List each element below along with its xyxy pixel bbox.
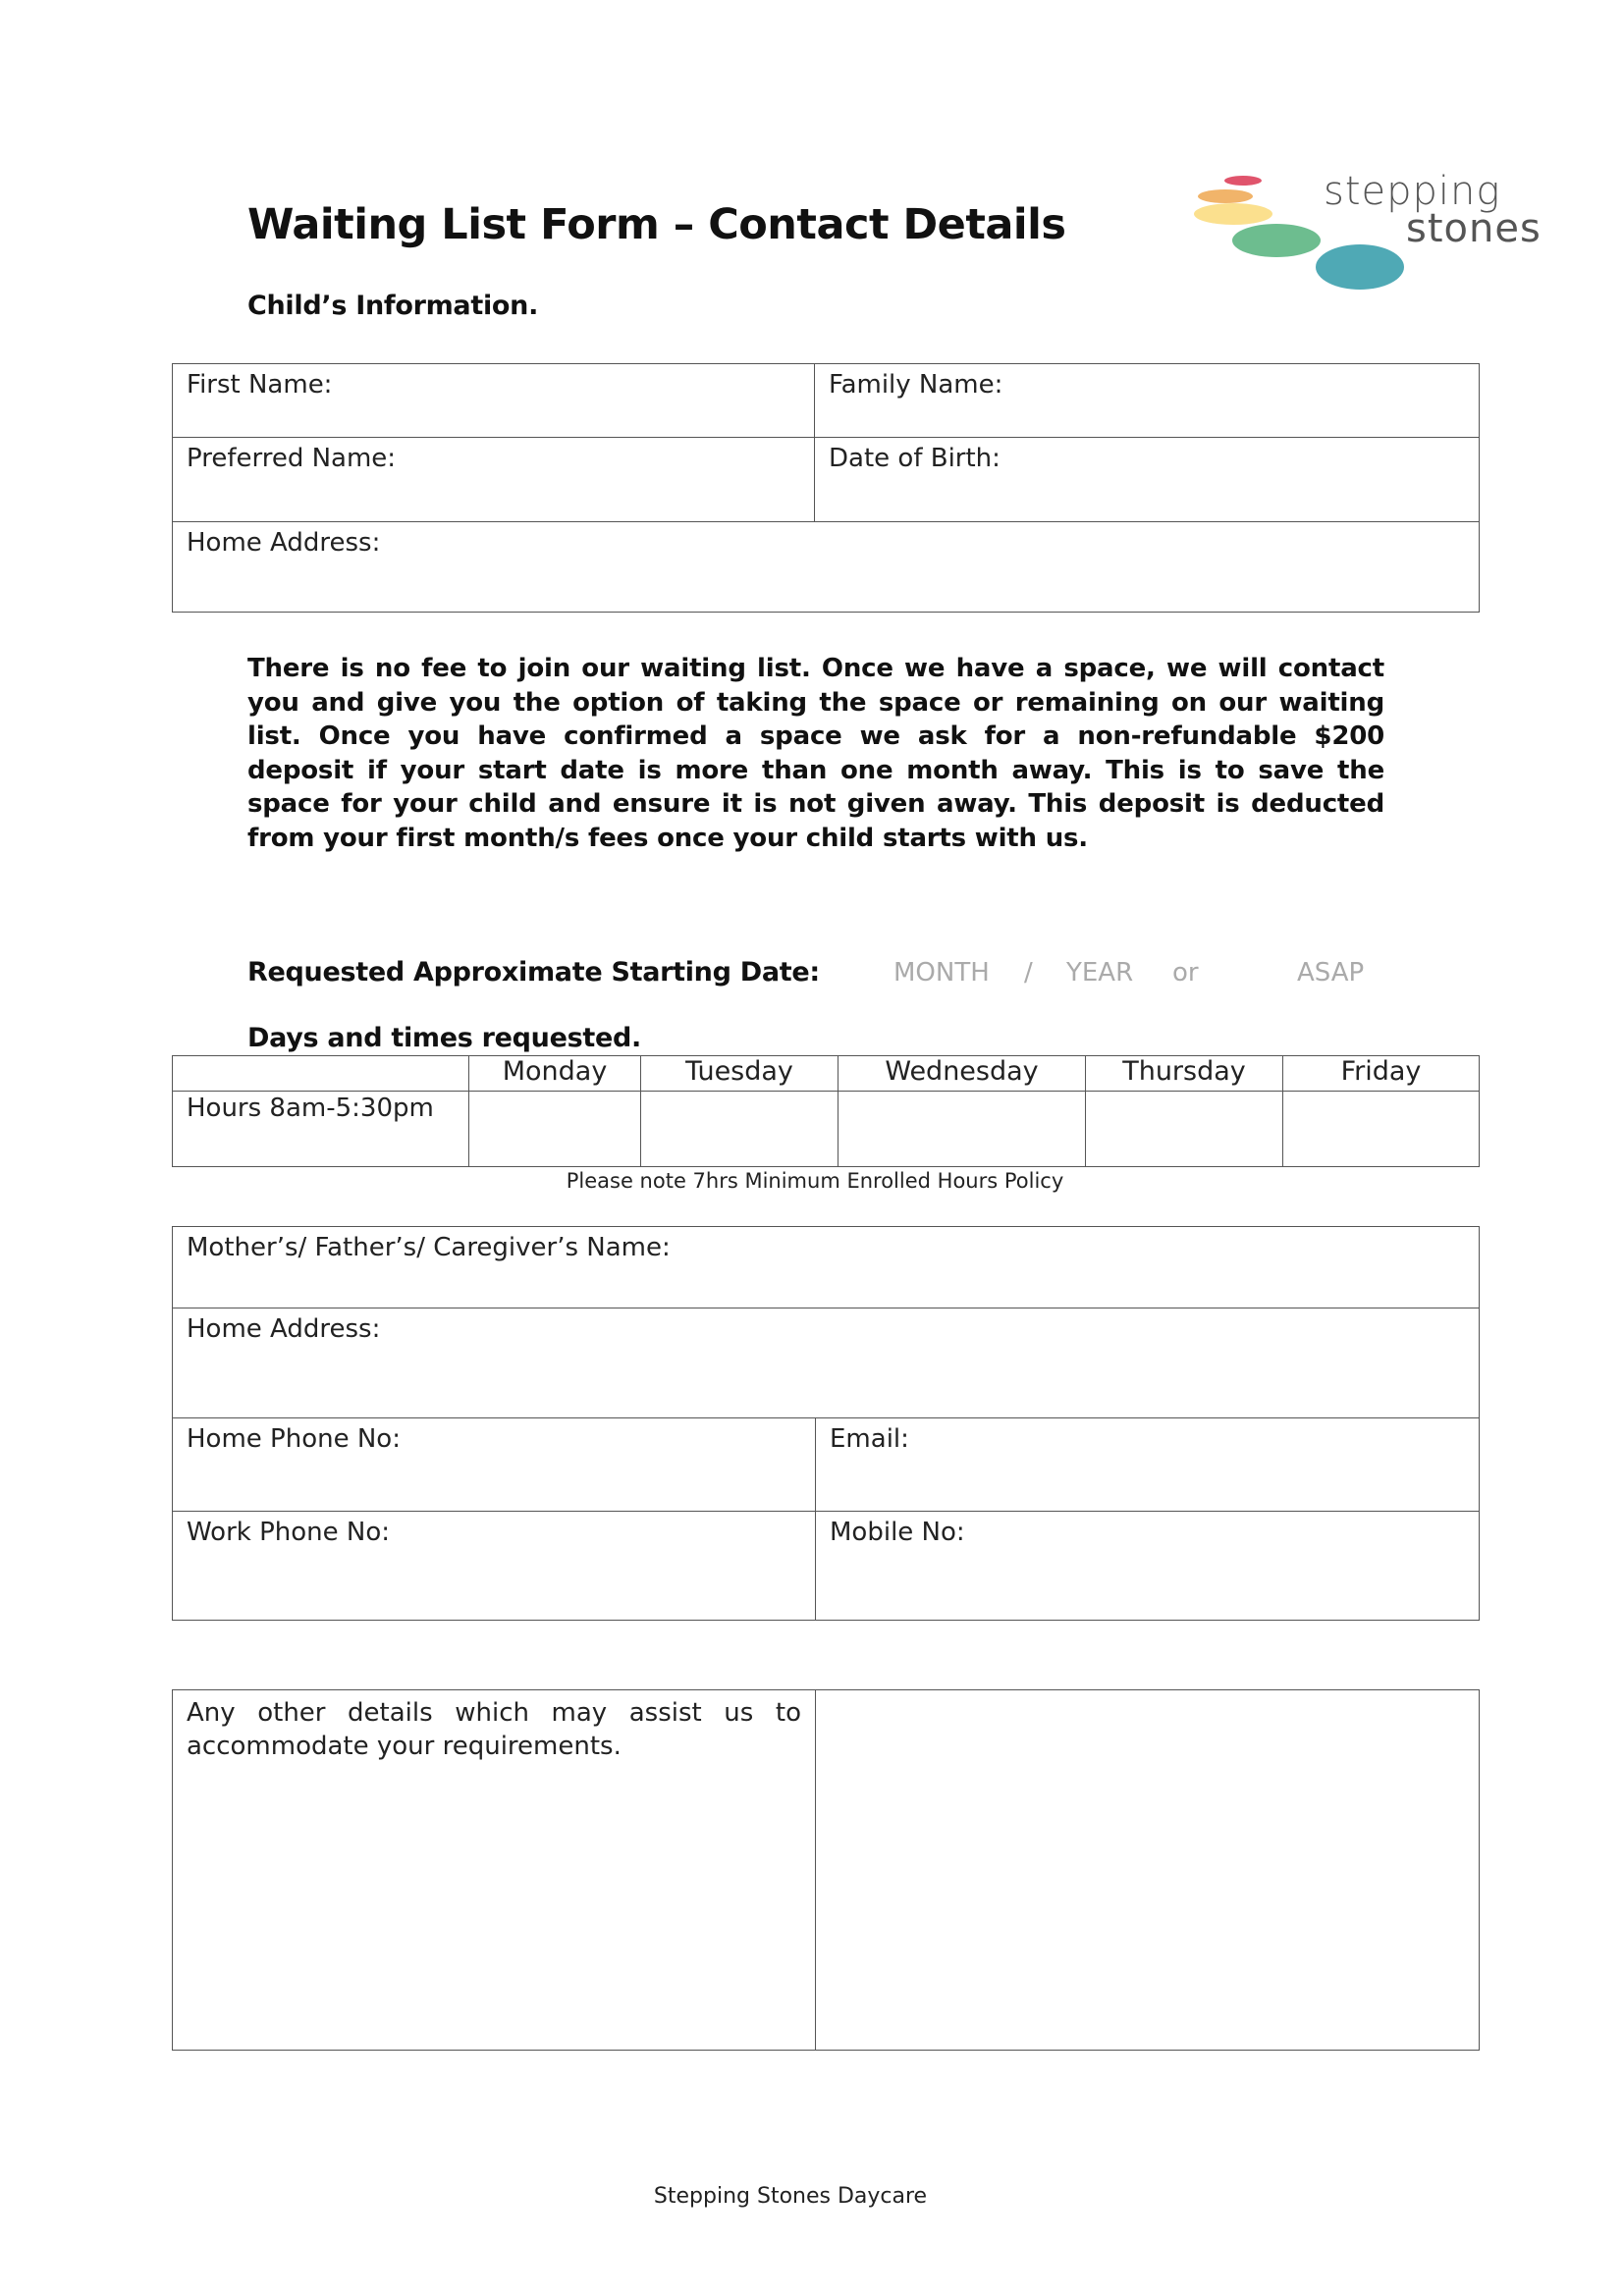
day-thursday[interactable]	[1086, 1056, 1283, 1166]
days-heading: Days and times requested.	[247, 1023, 641, 1053]
day-label: Wednesday	[885, 1056, 1039, 1087]
day-label: Monday	[502, 1056, 608, 1087]
start-asap[interactable]: ASAP	[1297, 958, 1365, 988]
child-address-label: Home Address:	[187, 528, 381, 558]
parent-address-field[interactable]	[173, 1308, 1479, 1418]
family-name-label: Family Name:	[829, 370, 1003, 400]
day-monday[interactable]	[469, 1056, 641, 1166]
page-title: Waiting List Form – Contact Details	[247, 200, 1066, 249]
first-name-field[interactable]	[173, 364, 815, 438]
child-info-heading: Child’s Information.	[247, 291, 539, 321]
caregiver-name-field[interactable]	[173, 1227, 1479, 1308]
parent-address-label: Home Address:	[187, 1314, 381, 1344]
logo	[1188, 169, 1542, 296]
work-phone-label: Work Phone No:	[187, 1518, 391, 1547]
days-table	[172, 1055, 1480, 1167]
other-details-table	[172, 1689, 1480, 2051]
day-label: Friday	[1340, 1056, 1422, 1087]
start-slash: /	[1024, 958, 1033, 988]
hours-label: Hours 8am-5:30pm	[187, 1094, 434, 1123]
hours-policy-note: Please note 7hrs Minimum Enrolled Hours Policy	[566, 1169, 1064, 1193]
other-details-label: Any other details which may assist us to accommodate your requirements.	[173, 1690, 816, 2050]
dob-label: Date of Birth:	[829, 444, 1001, 473]
parent-table	[172, 1226, 1480, 1621]
preferred-name-label: Preferred Name:	[187, 444, 397, 473]
mobile-field[interactable]	[816, 1512, 1479, 1620]
footer: Stepping Stones Daycare	[653, 2184, 928, 2209]
first-name-label: First Name:	[187, 370, 333, 400]
home-phone-label: Home Phone No:	[187, 1424, 401, 1454]
logo-stone-teal	[1316, 244, 1404, 290]
day-tuesday[interactable]	[641, 1056, 839, 1166]
logo-text-stepping: stepping	[1324, 169, 1501, 214]
day-label: Thursday	[1122, 1056, 1246, 1087]
mobile-label: Mobile No:	[830, 1518, 965, 1547]
dob-field[interactable]	[815, 438, 1479, 522]
family-name-field[interactable]	[815, 364, 1479, 438]
work-phone-field[interactable]	[173, 1512, 816, 1620]
logo-stone-red	[1224, 176, 1262, 186]
day-friday[interactable]	[1283, 1056, 1479, 1166]
other-details-field[interactable]	[816, 1690, 1479, 2050]
home-phone-field[interactable]	[173, 1418, 816, 1512]
email-label: Email:	[830, 1424, 909, 1454]
child-address-field[interactable]	[173, 522, 1479, 611]
day-wednesday[interactable]	[839, 1056, 1086, 1166]
logo-text-stones: stones	[1406, 206, 1542, 251]
fee-notice: There is no fee to join our waiting list. Once we have a space, we will contact you and give you the option of taking the space or remaining on our waiting list. Once you have confirmed a space we ask for a non-refundable $200 deposit if your start date is more than one month away. This is to save the space for your child and ensure it is not given away. This deposit is deducted from your first month/s fees once your child starts with us.	[247, 654, 1384, 853]
caregiver-name-label: Mother’s/ Father’s/ Caregiver’s Name:	[187, 1233, 671, 1262]
start-year[interactable]: YEAR	[1066, 958, 1134, 988]
preferred-name-field[interactable]	[173, 438, 815, 522]
day-label: Tuesday	[685, 1056, 793, 1087]
child-info-table	[172, 363, 1480, 613]
start-date-label: Requested Approximate Starting Date:	[247, 957, 820, 988]
start-month[interactable]: MONTH	[893, 958, 990, 988]
logo-stone-yellow	[1194, 203, 1272, 225]
logo-stone-orange	[1198, 189, 1253, 203]
logo-stone-green	[1232, 224, 1321, 257]
email-field[interactable]	[816, 1418, 1479, 1512]
start-or: or	[1172, 958, 1199, 988]
